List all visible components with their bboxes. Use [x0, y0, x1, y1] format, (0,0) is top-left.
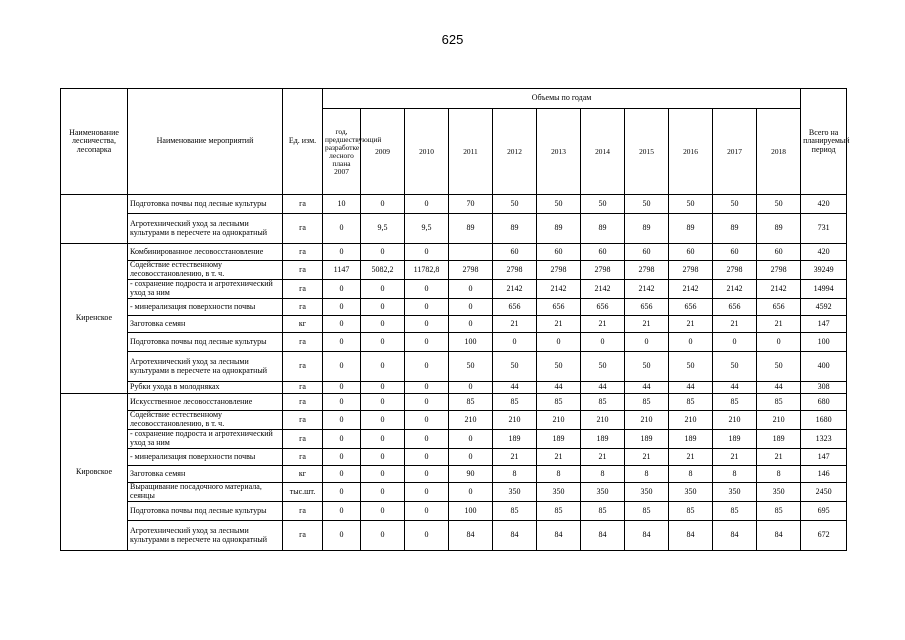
table-row — [61, 411, 847, 430]
value-cell-0: 0 — [323, 299, 361, 316]
table-row — [61, 214, 847, 244]
unit-cell: га — [283, 382, 323, 394]
unit-cell: тыс.шт. — [283, 483, 323, 502]
value-cell-2: 0 — [405, 502, 449, 521]
value-cell-6: 84 — [581, 521, 625, 551]
value-cell-10: 0 — [757, 333, 801, 352]
value-cell-8: 189 — [669, 430, 713, 449]
value-cell-9: 89 — [713, 214, 757, 244]
total-cell: 420 — [801, 195, 847, 214]
value-cell-10: 2142 — [757, 280, 801, 299]
value-cell-3: 0 — [449, 430, 493, 449]
value-cell-7: 60 — [625, 244, 669, 261]
value-cell-10: 85 — [757, 502, 801, 521]
activity-cell: - минерализация поверхности почвы — [128, 449, 283, 466]
value-cell-9: 21 — [713, 449, 757, 466]
value-cell-7: 44 — [625, 382, 669, 394]
value-cell-8: 89 — [669, 214, 713, 244]
value-cell-3: 89 — [449, 214, 493, 244]
header-volumes: Объемы по годам — [323, 89, 801, 109]
value-cell-0: 0 — [323, 466, 361, 483]
value-cell-0: 1147 — [323, 261, 361, 280]
value-cell-8: 21 — [669, 449, 713, 466]
value-cell-4: 85 — [493, 394, 537, 411]
value-cell-1: 0 — [361, 382, 405, 394]
value-cell-9: 189 — [713, 430, 757, 449]
table-row — [61, 394, 847, 411]
value-cell-5: 50 — [537, 352, 581, 382]
value-cell-7: 85 — [625, 394, 669, 411]
value-cell-3: 84 — [449, 521, 493, 551]
value-cell-7: 210 — [625, 411, 669, 430]
total-cell: 400 — [801, 352, 847, 382]
value-cell-5: 21 — [537, 316, 581, 333]
activity-cell: Содействие естественному лесовосстановлению, в т. ч. — [128, 411, 283, 430]
value-cell-9: 85 — [713, 394, 757, 411]
value-cell-10: 84 — [757, 521, 801, 551]
table-row — [61, 244, 847, 261]
value-cell-2: 0 — [405, 466, 449, 483]
value-cell-1: 0 — [361, 280, 405, 299]
value-cell-4: 350 — [493, 483, 537, 502]
header-year-7: 2015 — [625, 109, 669, 195]
table-row — [61, 449, 847, 466]
value-cell-8: 210 — [669, 411, 713, 430]
value-cell-2: 0 — [405, 483, 449, 502]
value-cell-9: 656 — [713, 299, 757, 316]
header-activity: Наименование мероприятий — [128, 89, 283, 195]
value-cell-2: 0 — [405, 333, 449, 352]
value-cell-8: 50 — [669, 352, 713, 382]
value-cell-8: 350 — [669, 483, 713, 502]
value-cell-9: 0 — [713, 333, 757, 352]
value-cell-0: 0 — [323, 316, 361, 333]
activity-cell: Содействие естественному лесовосстановлению, в т. ч. — [128, 261, 283, 280]
unit-cell: га — [283, 430, 323, 449]
value-cell-1: 0 — [361, 502, 405, 521]
value-cell-7: 21 — [625, 316, 669, 333]
value-cell-4: 50 — [493, 352, 537, 382]
value-cell-1: 0 — [361, 449, 405, 466]
value-cell-7: 89 — [625, 214, 669, 244]
value-cell-1: 0 — [361, 483, 405, 502]
value-cell-5: 189 — [537, 430, 581, 449]
table-row — [61, 430, 847, 449]
value-cell-5: 85 — [537, 502, 581, 521]
value-cell-1: 0 — [361, 521, 405, 551]
value-cell-6: 0 — [581, 333, 625, 352]
value-cell-9: 60 — [713, 244, 757, 261]
value-cell-8: 8 — [669, 466, 713, 483]
value-cell-1: 0 — [361, 244, 405, 261]
unit-cell: га — [283, 299, 323, 316]
forestry-plan-table — [60, 88, 850, 551]
table-row — [61, 502, 847, 521]
total-cell: 14994 — [801, 280, 847, 299]
value-cell-3: 90 — [449, 466, 493, 483]
value-cell-0: 0 — [323, 280, 361, 299]
value-cell-4: 85 — [493, 502, 537, 521]
total-cell: 2450 — [801, 483, 847, 502]
unit-cell: га — [283, 449, 323, 466]
value-cell-5: 350 — [537, 483, 581, 502]
unit-cell: га — [283, 195, 323, 214]
activity-cell: - минерализация поверхности почвы — [128, 299, 283, 316]
value-cell-9: 85 — [713, 502, 757, 521]
value-cell-5: 8 — [537, 466, 581, 483]
value-cell-2: 0 — [405, 299, 449, 316]
value-cell-3 — [449, 244, 493, 261]
value-cell-5: 2142 — [537, 280, 581, 299]
value-cell-5: 60 — [537, 244, 581, 261]
table-row — [61, 521, 847, 551]
value-cell-6: 656 — [581, 299, 625, 316]
value-cell-9: 50 — [713, 195, 757, 214]
region-cell: Киренское — [61, 244, 128, 394]
total-cell: 680 — [801, 394, 847, 411]
total-cell: 39249 — [801, 261, 847, 280]
value-cell-7: 21 — [625, 449, 669, 466]
total-cell: 4592 — [801, 299, 847, 316]
value-cell-9: 2798 — [713, 261, 757, 280]
header-year-4: 2012 — [493, 109, 537, 195]
value-cell-7: 85 — [625, 502, 669, 521]
value-cell-2: 0 — [405, 382, 449, 394]
value-cell-8: 2798 — [669, 261, 713, 280]
value-cell-5: 210 — [537, 411, 581, 430]
value-cell-0: 0 — [323, 502, 361, 521]
unit-cell: га — [283, 394, 323, 411]
value-cell-2: 0 — [405, 430, 449, 449]
value-cell-2: 11782,8 — [405, 261, 449, 280]
header-year-8: 2016 — [669, 109, 713, 195]
header-unit: Ед. изм. — [283, 89, 323, 195]
value-cell-6: 85 — [581, 502, 625, 521]
value-cell-10: 21 — [757, 316, 801, 333]
value-cell-7: 0 — [625, 333, 669, 352]
value-cell-3: 85 — [449, 394, 493, 411]
header-region: Наименование лесничества, лесопарка — [61, 89, 128, 195]
total-cell: 1680 — [801, 411, 847, 430]
value-cell-2: 0 — [405, 352, 449, 382]
value-cell-6: 189 — [581, 430, 625, 449]
unit-cell: га — [283, 333, 323, 352]
value-cell-5: 21 — [537, 449, 581, 466]
total-cell: 672 — [801, 521, 847, 551]
value-cell-8: 85 — [669, 394, 713, 411]
value-cell-5: 2798 — [537, 261, 581, 280]
value-cell-7: 50 — [625, 352, 669, 382]
unit-cell: га — [283, 352, 323, 382]
value-cell-5: 89 — [537, 214, 581, 244]
value-cell-9: 50 — [713, 352, 757, 382]
value-cell-5: 0 — [537, 333, 581, 352]
value-cell-4: 8 — [493, 466, 537, 483]
value-cell-8: 21 — [669, 316, 713, 333]
table-row — [61, 333, 847, 352]
activity-cell: Агротехнический уход за лесными культурами в пересчете на однократный — [128, 521, 283, 551]
value-cell-10: 656 — [757, 299, 801, 316]
value-cell-7: 350 — [625, 483, 669, 502]
header-year-6: 2014 — [581, 109, 625, 195]
value-cell-3: 0 — [449, 316, 493, 333]
value-cell-1: 0 — [361, 195, 405, 214]
value-cell-10: 85 — [757, 394, 801, 411]
value-cell-6: 44 — [581, 382, 625, 394]
value-cell-2: 0 — [405, 449, 449, 466]
value-cell-8: 60 — [669, 244, 713, 261]
header-year-1: 2009 — [361, 109, 405, 195]
value-cell-10: 350 — [757, 483, 801, 502]
value-cell-9: 44 — [713, 382, 757, 394]
activity-cell: Заготовка семян — [128, 316, 283, 333]
value-cell-1: 5082,2 — [361, 261, 405, 280]
unit-cell: га — [283, 411, 323, 430]
value-cell-9: 21 — [713, 316, 757, 333]
value-cell-6: 89 — [581, 214, 625, 244]
unit-cell: кг — [283, 466, 323, 483]
value-cell-1: 0 — [361, 352, 405, 382]
value-cell-2: 0 — [405, 316, 449, 333]
value-cell-10: 189 — [757, 430, 801, 449]
value-cell-0: 0 — [323, 521, 361, 551]
value-cell-10: 21 — [757, 449, 801, 466]
value-cell-2: 9,5 — [405, 214, 449, 244]
value-cell-10: 60 — [757, 244, 801, 261]
activity-cell: Подготовка почвы под лесные культуры — [128, 502, 283, 521]
value-cell-0: 10 — [323, 195, 361, 214]
unit-cell: кг — [283, 316, 323, 333]
table-body — [61, 195, 847, 551]
value-cell-4: 21 — [493, 449, 537, 466]
value-cell-8: 84 — [669, 521, 713, 551]
value-cell-3: 100 — [449, 333, 493, 352]
value-cell-6: 8 — [581, 466, 625, 483]
activity-cell: - сохранение подроста и агротехнический уход за ним — [128, 280, 283, 299]
value-cell-1: 0 — [361, 316, 405, 333]
value-cell-8: 50 — [669, 195, 713, 214]
total-cell: 695 — [801, 502, 847, 521]
header-year-5: 2013 — [537, 109, 581, 195]
total-cell: 147 — [801, 316, 847, 333]
value-cell-3: 50 — [449, 352, 493, 382]
value-cell-2: 0 — [405, 394, 449, 411]
activity-cell: Подготовка почвы под лесные культуры — [128, 333, 283, 352]
value-cell-0: 0 — [323, 394, 361, 411]
total-cell: 1323 — [801, 430, 847, 449]
value-cell-4: 656 — [493, 299, 537, 316]
total-cell: 146 — [801, 466, 847, 483]
value-cell-5: 656 — [537, 299, 581, 316]
table-row — [61, 466, 847, 483]
value-cell-10: 50 — [757, 195, 801, 214]
value-cell-3: 70 — [449, 195, 493, 214]
header-year-0: год, предшествующий разработке лесного плана 2007 — [323, 109, 361, 195]
value-cell-0: 0 — [323, 382, 361, 394]
activity-cell: Комбинированное лесовосстановление — [128, 244, 283, 261]
value-cell-3: 210 — [449, 411, 493, 430]
value-cell-4: 89 — [493, 214, 537, 244]
value-cell-5: 85 — [537, 394, 581, 411]
table-row — [61, 382, 847, 394]
activity-cell: Агротехнический уход за лесными культурами в пересчете на однократный — [128, 214, 283, 244]
value-cell-4: 2798 — [493, 261, 537, 280]
total-cell: 731 — [801, 214, 847, 244]
value-cell-8: 2142 — [669, 280, 713, 299]
activity-cell: Агротехнический уход за лесными культурами в пересчете на однократный — [128, 352, 283, 382]
value-cell-5: 44 — [537, 382, 581, 394]
value-cell-9: 350 — [713, 483, 757, 502]
value-cell-0: 0 — [323, 333, 361, 352]
unit-cell: га — [283, 261, 323, 280]
value-cell-6: 21 — [581, 316, 625, 333]
value-cell-10: 44 — [757, 382, 801, 394]
value-cell-10: 2798 — [757, 261, 801, 280]
header-year-10: 2018 — [757, 109, 801, 195]
value-cell-10: 210 — [757, 411, 801, 430]
value-cell-0: 0 — [323, 352, 361, 382]
table-row — [61, 352, 847, 382]
value-cell-7: 2142 — [625, 280, 669, 299]
value-cell-3: 100 — [449, 502, 493, 521]
activity-cell: Подготовка почвы под лесные культуры — [128, 195, 283, 214]
table-header — [61, 89, 850, 195]
total-cell: 308 — [801, 382, 847, 394]
value-cell-8: 0 — [669, 333, 713, 352]
value-cell-1: 9,5 — [361, 214, 405, 244]
value-cell-7: 50 — [625, 195, 669, 214]
value-cell-1: 0 — [361, 333, 405, 352]
total-cell: 420 — [801, 244, 847, 261]
value-cell-10: 8 — [757, 466, 801, 483]
value-cell-3: 2798 — [449, 261, 493, 280]
value-cell-3: 0 — [449, 382, 493, 394]
value-cell-6: 50 — [581, 352, 625, 382]
value-cell-8: 85 — [669, 502, 713, 521]
unit-cell: га — [283, 244, 323, 261]
value-cell-4: 2142 — [493, 280, 537, 299]
value-cell-0: 0 — [323, 430, 361, 449]
unit-cell: га — [283, 214, 323, 244]
header-year-2: 2010 — [405, 109, 449, 195]
value-cell-2: 0 — [405, 411, 449, 430]
header-total: Всего на планируемый период — [801, 89, 847, 195]
value-cell-6: 50 — [581, 195, 625, 214]
table-row — [61, 280, 847, 299]
value-cell-9: 84 — [713, 521, 757, 551]
table-row — [61, 195, 847, 214]
value-cell-4: 60 — [493, 244, 537, 261]
value-cell-7: 656 — [625, 299, 669, 316]
header-year-9: 2017 — [713, 109, 757, 195]
value-cell-7: 189 — [625, 430, 669, 449]
value-cell-0: 0 — [323, 214, 361, 244]
value-cell-4: 210 — [493, 411, 537, 430]
table-row — [61, 483, 847, 502]
total-cell: 100 — [801, 333, 847, 352]
activity-cell: Заготовка семян — [128, 466, 283, 483]
value-cell-0: 0 — [323, 449, 361, 466]
unit-cell: га — [283, 502, 323, 521]
page-number: 625 — [441, 32, 464, 47]
value-cell-7: 84 — [625, 521, 669, 551]
value-cell-4: 44 — [493, 382, 537, 394]
value-cell-9: 2142 — [713, 280, 757, 299]
unit-cell: га — [283, 521, 323, 551]
value-cell-8: 44 — [669, 382, 713, 394]
value-cell-2: 0 — [405, 244, 449, 261]
activity-cell: Рубки ухода в молодняках — [128, 382, 283, 394]
value-cell-6: 2798 — [581, 261, 625, 280]
value-cell-6: 60 — [581, 244, 625, 261]
value-cell-6: 350 — [581, 483, 625, 502]
value-cell-1: 0 — [361, 430, 405, 449]
value-cell-4: 189 — [493, 430, 537, 449]
activity-cell: Искусственное лесовосстановление — [128, 394, 283, 411]
value-cell-4: 21 — [493, 316, 537, 333]
value-cell-5: 84 — [537, 521, 581, 551]
value-cell-4: 50 — [493, 195, 537, 214]
value-cell-6: 85 — [581, 394, 625, 411]
value-cell-2: 0 — [405, 521, 449, 551]
value-cell-9: 8 — [713, 466, 757, 483]
value-cell-8: 656 — [669, 299, 713, 316]
region-cell: Кировское — [61, 394, 128, 551]
unit-cell: га — [283, 280, 323, 299]
value-cell-6: 2142 — [581, 280, 625, 299]
header-year-3: 2011 — [449, 109, 493, 195]
value-cell-4: 84 — [493, 521, 537, 551]
value-cell-0: 0 — [323, 411, 361, 430]
value-cell-1: 0 — [361, 394, 405, 411]
activity-cell: Выращивание посадочного материала, сеянцы — [128, 483, 283, 502]
value-cell-3: 0 — [449, 483, 493, 502]
table-row — [61, 316, 847, 333]
value-cell-10: 89 — [757, 214, 801, 244]
region-cell — [61, 195, 128, 244]
value-cell-10: 50 — [757, 352, 801, 382]
value-cell-6: 210 — [581, 411, 625, 430]
value-cell-5: 50 — [537, 195, 581, 214]
value-cell-1: 0 — [361, 466, 405, 483]
table-row — [61, 299, 847, 316]
table-row — [61, 261, 847, 280]
value-cell-3: 0 — [449, 299, 493, 316]
value-cell-7: 8 — [625, 466, 669, 483]
value-cell-4: 0 — [493, 333, 537, 352]
value-cell-3: 0 — [449, 280, 493, 299]
value-cell-0: 0 — [323, 483, 361, 502]
value-cell-2: 0 — [405, 280, 449, 299]
value-cell-1: 0 — [361, 411, 405, 430]
value-cell-1: 0 — [361, 299, 405, 316]
value-cell-0: 0 — [323, 244, 361, 261]
activity-cell: - сохранение подроста и агротехнический уход за ним — [128, 430, 283, 449]
total-cell: 147 — [801, 449, 847, 466]
value-cell-3: 0 — [449, 449, 493, 466]
value-cell-6: 21 — [581, 449, 625, 466]
value-cell-9: 210 — [713, 411, 757, 430]
value-cell-2: 0 — [405, 195, 449, 214]
value-cell-7: 2798 — [625, 261, 669, 280]
